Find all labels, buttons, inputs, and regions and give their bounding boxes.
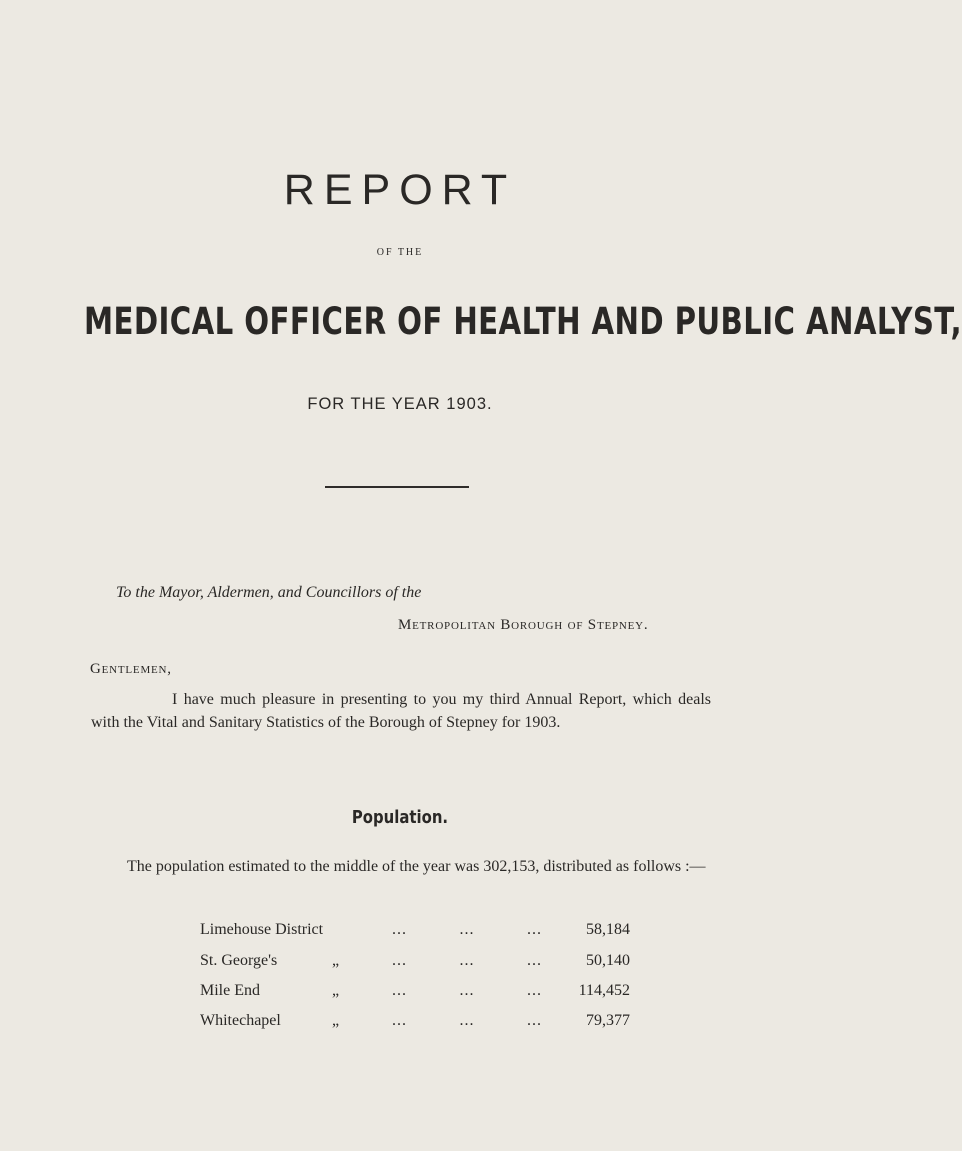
of-the-label: OF THE bbox=[376, 247, 424, 258]
district-population: 58,184 bbox=[586, 921, 630, 938]
address-borough: Metropolitan Borough of Stepney. bbox=[398, 617, 649, 633]
district-population: 114,452 bbox=[578, 982, 630, 999]
section-divider bbox=[325, 486, 469, 488]
ditto-mark: „ bbox=[332, 1012, 340, 1029]
report-title: REPORT bbox=[283, 166, 517, 214]
district-name: St. George's bbox=[200, 952, 278, 969]
district-name: Whitechapel bbox=[200, 1012, 281, 1029]
section-heading: Population. bbox=[351, 808, 449, 828]
address-line: To the Mayor, Aldermen, and Councillors of the bbox=[116, 584, 422, 601]
main-heading: MEDICAL OFFICER OF HEALTH AND PUBLIC ANALYST, bbox=[84, 300, 962, 343]
leader-dots: ... ... ... bbox=[392, 921, 542, 938]
intro-paragraph: I have much pleasure in presenting to you my third Annual Report, which deals with the Vital and Sanitary Statistics of the Borough of Stepney for 1903. bbox=[91, 691, 711, 731]
district-population: 79,377 bbox=[586, 1012, 630, 1029]
district-row-whitechapel bbox=[200, 1012, 630, 1034]
leader-dots: ... ... ... bbox=[392, 952, 542, 969]
report-year: FOR THE YEAR 1903. bbox=[307, 395, 493, 413]
district-row-mile-end bbox=[200, 982, 630, 1004]
district-name: Limehouse District bbox=[200, 921, 324, 938]
district-name: Mile End bbox=[200, 982, 260, 999]
population-paragraph: The population estimated to the middle of the year was 302,153, distributed as follows :— bbox=[127, 858, 706, 875]
leader-dots: ... ... ... bbox=[392, 1012, 542, 1029]
ditto-mark: „ bbox=[332, 982, 340, 999]
district-row-st-georges bbox=[200, 952, 630, 974]
district-population: 50,140 bbox=[586, 952, 630, 969]
salutation: Gentlemen, bbox=[90, 661, 172, 677]
ditto-mark: „ bbox=[332, 952, 340, 969]
district-row-limehouse bbox=[200, 921, 630, 943]
leader-dots: ... ... ... bbox=[392, 982, 542, 999]
